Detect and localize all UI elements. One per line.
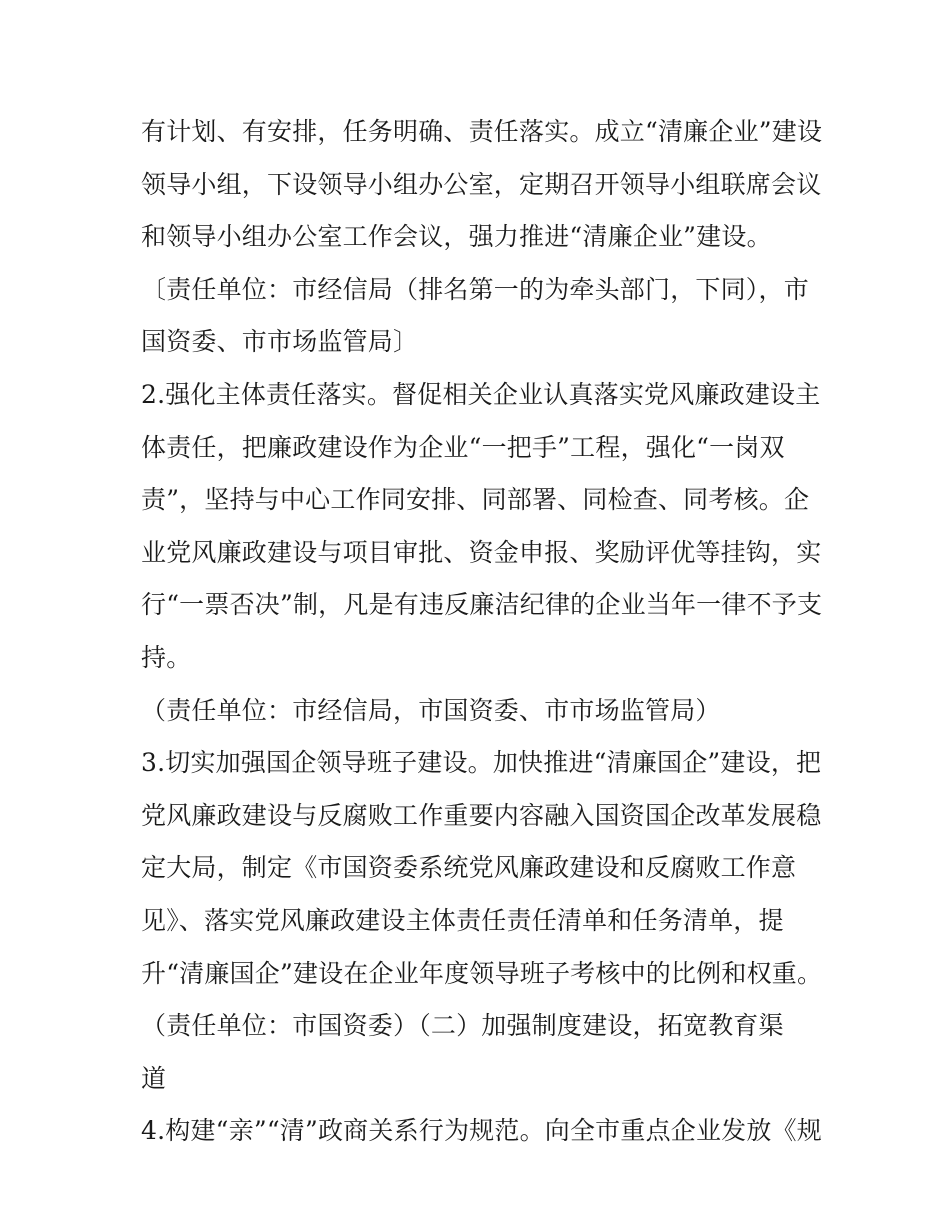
text-line: 体责任，把廉政建设作为企业“一把手”工程，强化“一岗双 — [141, 432, 785, 462]
text-line: 定大局，制定《市国资委系统党风廉政建设和反腐败工作意 — [141, 853, 797, 883]
text-line: 〔责任单位：市经信局（排名第一的为牵头部门，下同），市 — [141, 274, 809, 304]
document-body — [141, 106, 831, 1158]
text-line: 持。 — [141, 642, 192, 672]
text-line: 3.切实加强国企领导班子建设。加快推进“清廉国企”建设，把 — [141, 748, 822, 778]
text-line: 行“一票否决”制，凡是有违反廉洁纪律的企业当年一律不予支 — [141, 590, 823, 620]
text-line: 4.构建“亲”“清”政商关系行为规范。向全市重点企业发放《规 — [141, 1116, 822, 1146]
text-line: 2.强化主体责任落实。督促相关企业认真落实党风廉政建设主 — [141, 379, 821, 409]
text-line: 业党风廉政建设与项目审批、资金申报、奖励评优等挂钩，实 — [141, 537, 822, 567]
text-line: （责任单位：市国资委）（二）加强制度建设，拓宽教育渠 — [141, 1011, 784, 1041]
text-line: 领导小组，下设领导小组办公室，定期召开领导小组联席会议 — [141, 169, 822, 199]
text-line: 和领导小组办公室工作会议，强力推进“清廉企业”建设。 — [141, 222, 772, 252]
text-line: 见》、落实党风廉政建设主体责任责任清单和任务清单，提 — [141, 905, 784, 935]
text-line: （责任单位：市经信局，市国资委、市市场监管局） — [141, 695, 721, 725]
text-line: 国资委、市市场监管局〕 — [141, 327, 419, 357]
text-line: 责”，坚持与中心工作同安排、同部署、同检查、同考核。企 — [141, 485, 810, 515]
text-line: 党风廉政建设与反腐败工作重要内容融入国资国企改革发展稳 — [141, 800, 822, 830]
text-line: 有计划、有安排，任务明确、责任落实。成立“清廉企业”建设 — [141, 117, 823, 146]
text-line: 升“清廉国企”建设在企业年度领导班子考核中的比例和权重。 — [141, 958, 823, 988]
text-line: 道 — [141, 1063, 167, 1093]
